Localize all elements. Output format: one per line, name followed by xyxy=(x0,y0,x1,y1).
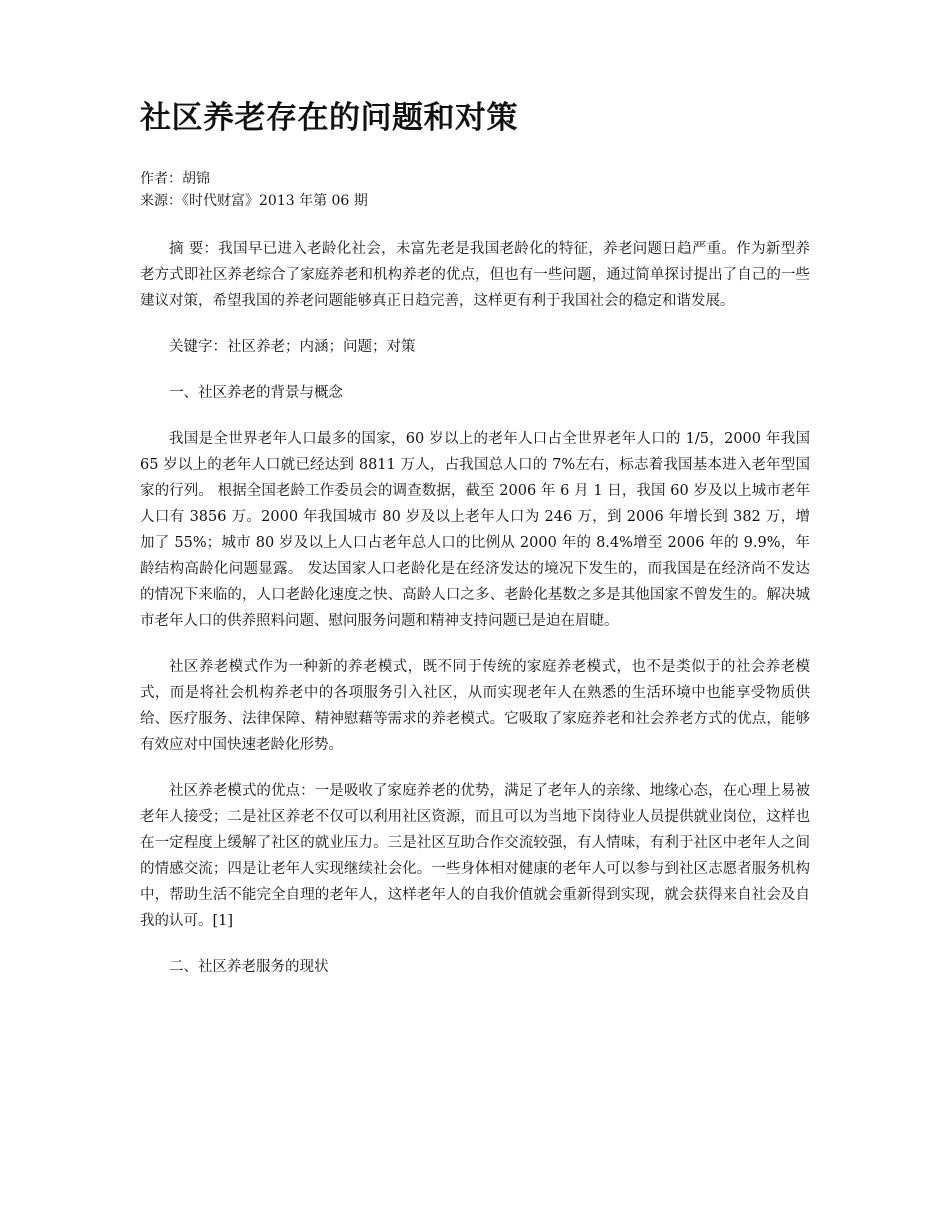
author-line: 作者：胡锦 xyxy=(140,171,210,187)
source-line: 来源：《时代财富》2013 年第 06 期 xyxy=(140,193,368,209)
document-page xyxy=(140,96,810,1000)
keywords-line: 关键字：社区养老；内涵；问题；对策 xyxy=(169,339,416,355)
abstract-paragraph: 摘 要：我国早已进入老龄化社会，未富先老是我国老龄化的特征，养老问题日趋严重。作为新型养老方式即社区养老综合了家庭养老和机构养老的优点，但也有一些问题，通过简单探讨提出了自己的一些建议对策，希望我国的养老问题能够真正日趋完善，这样更有利于我国社会的稳定和谐发展。 xyxy=(140,241,810,309)
body-paragraph-1: 我国是全世界老年人口最多的国家，60 岁以上的老年人口占全世界老年人口的 1/5，2000 年我国 65 岁以上的老年人口就已经达到 8811 万人，占我国总人口的 7%左右，标志着我国基本进入老年型国家的行列。 根据全国老龄工作委员会的调查数据，截至 2006 年 6 月 1 日，我国 60 岁及以上城市老年人口有 3856 万。2000 年我国城市 80 岁及以上老年人口为 246 万，到 2006 年增长到 382 万，增加了 55%；城市 80 岁及以上人口占老年总人口的比例从 2000 年的 8.4%增至 2006 年的 9.9%，年龄结构高龄化问题显露。 发达国家人口老龄化是在经济发达的境况下发生的，而我国是在经济尚不发达的情况下来临的，人口老龄化速度之快、高龄人口之多、老龄化基数之多是其他国家不曾发生的。解决城市老年人口的供养照料问题、慰问服务问题和精神支持问题已是迫在眉睫。 xyxy=(140,431,810,629)
article-title: 社区养老存在的问题和对策 xyxy=(140,100,518,136)
body-paragraph-3: 社区养老模式的优点：一是吸收了家庭养老的优势，满足了老年人的亲缘、地缘心态，在心理上易被老年人接受；二是社区养老不仅可以利用社区资源，而且可以为当地下岗待业人员提供就业岗位，这样也在一定程度上缓解了社区的就业压力。三是社区互助合作交流较强，有人情味，有利于社区中老年人之间的情感交流；四是让老年人实现继续社会化。一些身体相对健康的老年人可以参与到社区志愿者服务机构中，帮助生活不能完全自理的老年人，这样老年人的自我价值就会重新得到实现，就会获得来自社会及自我的认可。[1] xyxy=(140,783,810,929)
body-paragraph-2: 社区养老模式作为一种新的养老模式，既不同于传统的家庭养老模式，也不是类似于的社会养老模式，而是将社会机构养老中的各项服务引入社区，从而实现老年人在熟悉的生活环境中也能享受物质供给、医疗服务、法律保障、精神慰藉等需求的养老模式。它吸取了家庭养老和社会养老方式的优点，能够有效应对中国快速老龄化形势。 xyxy=(140,659,810,753)
article-meta xyxy=(140,168,810,212)
section-heading-1: 一、社区养老的背景与概念 xyxy=(169,385,343,401)
section-heading-2: 二、社区养老服务的现状 xyxy=(169,959,329,975)
